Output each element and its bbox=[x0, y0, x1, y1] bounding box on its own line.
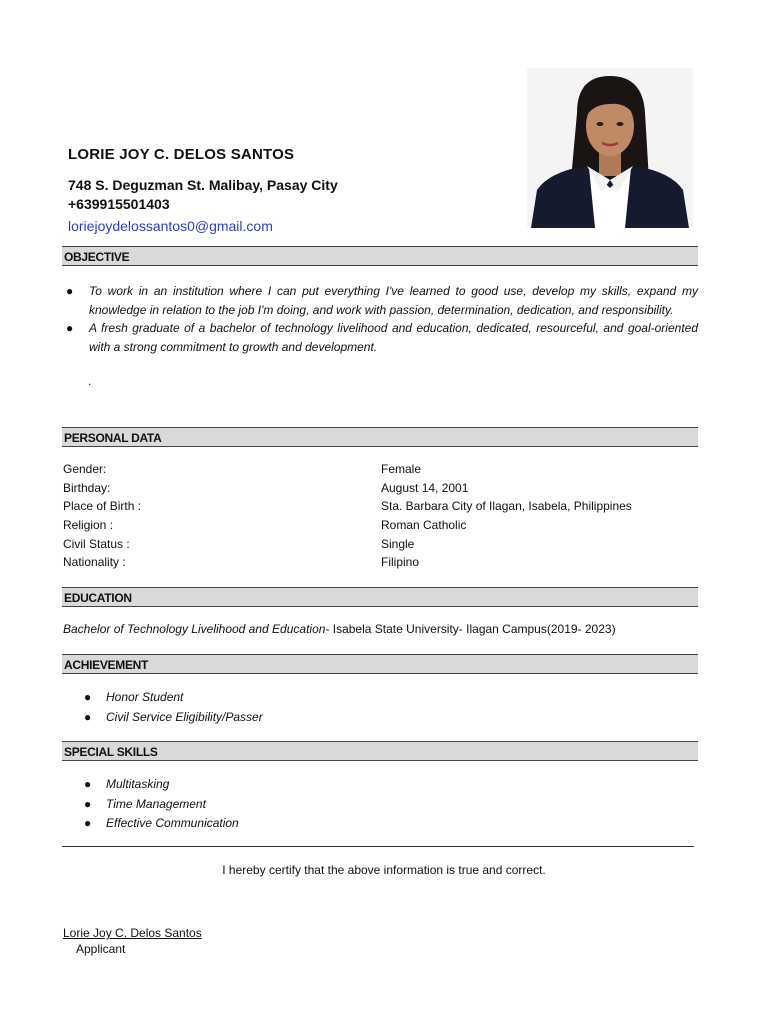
skills-list bbox=[84, 775, 239, 834]
degree: Bachelor of Technology Livelihood and Education bbox=[63, 622, 326, 636]
bullet-icon: ● bbox=[84, 709, 92, 724]
bullet-icon: ● bbox=[84, 816, 92, 830]
bullet-icon: ● bbox=[66, 321, 74, 335]
email-address[interactable]: loriejoydelossantos0@gmail.com bbox=[68, 218, 273, 234]
education-entry bbox=[63, 622, 616, 636]
bullet-icon: ● bbox=[84, 690, 92, 704]
objective-list bbox=[62, 282, 698, 356]
profile-photo bbox=[527, 68, 693, 228]
birthplace-value: Sta. Barbara City of Ilagan, Isabela, Philippines bbox=[381, 499, 632, 513]
section-personal-header: PERSONAL DATA bbox=[62, 427, 698, 447]
bullet-icon: ● bbox=[66, 284, 74, 298]
address: 748 S. Deguzman St. Malibay, Pasay City bbox=[68, 177, 338, 193]
gender-value: Female bbox=[381, 462, 422, 476]
stray-period: . bbox=[88, 374, 92, 388]
list-item: ● Effective Communication bbox=[84, 814, 239, 834]
nationality-label: Nationality : bbox=[63, 555, 126, 569]
civil-status-value: Single bbox=[381, 537, 415, 551]
civil-status-label: Civil Status : bbox=[63, 537, 130, 551]
certification-statement: I hereby certify that the above information is true and correct. bbox=[222, 863, 546, 877]
section-objective-header: OBJECTIVE bbox=[62, 246, 698, 266]
signature-name: Lorie Joy C. Delos Santos bbox=[63, 926, 202, 940]
section-skills-header: SPECIAL SKILLS bbox=[62, 741, 698, 761]
list-item: ● Civil Service Eligibility/Passer bbox=[84, 708, 263, 728]
religion-value: Roman Catholic bbox=[381, 518, 467, 532]
list-item: ● A fresh graduate of a bachelor of technology livelihood and education, dedicated, resourceful, and goal-oriented with a strong commitment to growth and development. bbox=[66, 321, 698, 354]
school: - Isabela State University- Ilagan Campus(2019- 2023) bbox=[325, 622, 616, 636]
section-achievement-header: ACHIEVEMENT bbox=[62, 654, 698, 674]
bullet-icon: ● bbox=[84, 796, 92, 811]
list-item: ● Multitasking bbox=[84, 775, 239, 795]
religion-label: Religion : bbox=[63, 518, 114, 532]
divider bbox=[62, 846, 694, 847]
list-item: ● Time Management bbox=[84, 795, 239, 815]
gender-label: Gender: bbox=[63, 462, 107, 476]
birthday-label: Birthday: bbox=[63, 481, 111, 495]
bullet-icon: ● bbox=[84, 777, 92, 791]
signature-role: Applicant bbox=[76, 942, 126, 956]
list-item: ● To work in an institution where I can put everything I've learned to good use, develop my skills, expand my knowledge in relation to the job I'm doing, and work with passion, determination, dedication, and responsibility. bbox=[66, 284, 698, 317]
section-education-header: EDUCATION bbox=[62, 587, 698, 607]
applicant-name: LORIE JOY C. DELOS SANTOS bbox=[68, 146, 295, 163]
birthday-value: August 14, 2001 bbox=[381, 481, 469, 495]
achievement-list bbox=[84, 688, 263, 727]
phone-number: +639915501403 bbox=[68, 196, 170, 212]
list-item: ● Honor Student bbox=[84, 688, 263, 708]
birthplace-label: Place of Birth : bbox=[63, 499, 142, 513]
nationality-value: Filipino bbox=[381, 555, 420, 569]
